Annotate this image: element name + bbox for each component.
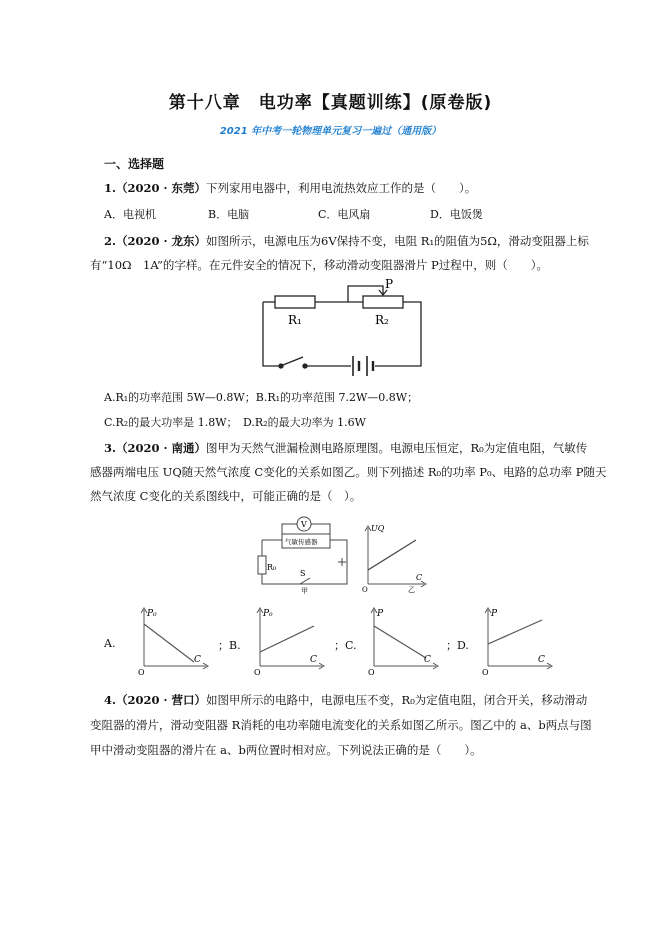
question-2-stem <box>104 233 589 249</box>
c-axis-label: C <box>416 573 423 582</box>
graph-a-xlabel: C <box>194 655 201 665</box>
q1-option-d: D．电饭煲 <box>430 208 483 221</box>
q3-option-b-graph <box>254 604 326 676</box>
graph-c-xlabel: C <box>424 655 431 665</box>
page-subtitle: 2021 年中考一轮物理单元复习一遍过（通用版） <box>219 126 442 137</box>
page-title: 第十八章 电功率【真题训练】(原卷版) <box>168 93 493 113</box>
question-1-text: 下列家用电器中，利用电流热效应工作的是（ ）。 <box>206 181 477 195</box>
figure-a-caption: 甲 <box>301 587 308 594</box>
resistor-r1 <box>275 296 315 308</box>
graph-d-origin: O <box>482 668 489 676</box>
q3-option-d-letter: ；D. <box>446 639 469 652</box>
q1-option-c: C．电风扇 <box>318 208 371 221</box>
graph-b-ylabel: P₀ <box>263 609 273 619</box>
question-2-source: 2.（2020 · 龙东） <box>104 234 207 248</box>
r0-label: R₀ <box>267 563 277 572</box>
graph-b-origin: O <box>254 668 261 676</box>
r2-label: R₂ <box>375 313 389 327</box>
question-3-stem <box>104 440 587 456</box>
question-3-text-line2: 感器两端电压 UQ随天然气浓度 C变化的关系如图乙。则下列描述 R₀的功率 P₀、电路的总功率 P随天 <box>90 465 607 479</box>
question-4-text-line3: 甲中滑动变阻器的滑片在 a、b两位置时相对应。下列说法正确的是（ ）。 <box>90 743 482 757</box>
q3-option-c-graph <box>368 604 440 676</box>
question-3-text-line3: 然气浓度 C变化的关系图线中，可能正确的是（ ）。 <box>90 489 362 503</box>
resistor-r2 <box>363 296 403 308</box>
q3-option-a-letter: A. <box>104 637 116 650</box>
section-heading: 一、选择题 <box>104 157 165 171</box>
r1-label: R₁ <box>288 313 302 327</box>
question-4-text-line2: 变阻器的滑片，滑动变阻器 R消耗的电功率随电流变化的关系如图乙所示。图乙中的 a、b两点与图 <box>90 718 592 732</box>
question-4-text-line1: 如图甲所示的电路中，电源电压不变，R₀为定值电阻，闭合开关，移动滑动 <box>206 693 588 707</box>
q3-uq-graph <box>362 520 430 594</box>
q3-circuit-figure <box>252 514 364 594</box>
graph-a-ylabel: P₀ <box>147 609 157 619</box>
graph-b-xlabel: C <box>310 655 317 665</box>
question-2-text-line2: 有“10Ω 1A”的字样。在元件安全的情况下，移动滑动变阻器滑片 P过程中，则（ ）。 <box>90 258 548 272</box>
figure-b-caption: 乙 <box>408 586 415 594</box>
voltmeter-label: V <box>301 520 307 529</box>
question-4-stem <box>104 692 587 708</box>
question-1-stem <box>104 180 476 196</box>
q3-option-b-letter: ；B. <box>218 639 241 652</box>
q3-option-d-graph <box>482 604 554 676</box>
question-2-text-line1: 如图所示，电源电压为6V保持不变，电阻 R₁的阻值为5Ω，滑动变阻器上标 <box>206 234 589 248</box>
q1-option-a: A．电视机 <box>104 208 156 221</box>
graph-d-ylabel: P <box>491 609 498 619</box>
graph-c-origin: O <box>368 668 375 676</box>
graph-a-origin: O <box>138 668 145 676</box>
q1-option-b: B．电脑 <box>208 208 250 221</box>
slider-label: P <box>385 277 394 291</box>
switch-label: S <box>300 569 306 578</box>
q3-option-c-letter: ；C. <box>334 639 357 652</box>
origin-label: O <box>362 586 368 594</box>
question-3-source: 3.（2020 · 南通） <box>104 441 207 455</box>
sensor-label: 气敏传感器 <box>285 538 318 546</box>
graph-d-xlabel: C <box>538 655 545 665</box>
question-1-source: 1.（2020 · 东莞） <box>104 181 207 195</box>
graph-c-ylabel: P <box>377 609 384 619</box>
question-3-text-line1: 图甲为天然气泄漏检测电路原理图。电源电压恒定，R₀为定值电阻，气敏传 <box>206 441 588 455</box>
q2-options-cd: C.R₂的最大功率是 1.8W； D.R₂的最大功率为 1.6W <box>104 416 366 429</box>
q2-options-ab: A.R₁的功率范围 5W—0.8W；B.R₁的功率范围 7.2W—0.8W； <box>104 391 419 404</box>
uq-axis-label: UQ <box>371 524 385 533</box>
q3-option-a-graph <box>138 604 210 676</box>
question-4-source: 4.（2020 · 营口） <box>104 693 207 707</box>
q2-circuit-diagram <box>255 276 430 380</box>
